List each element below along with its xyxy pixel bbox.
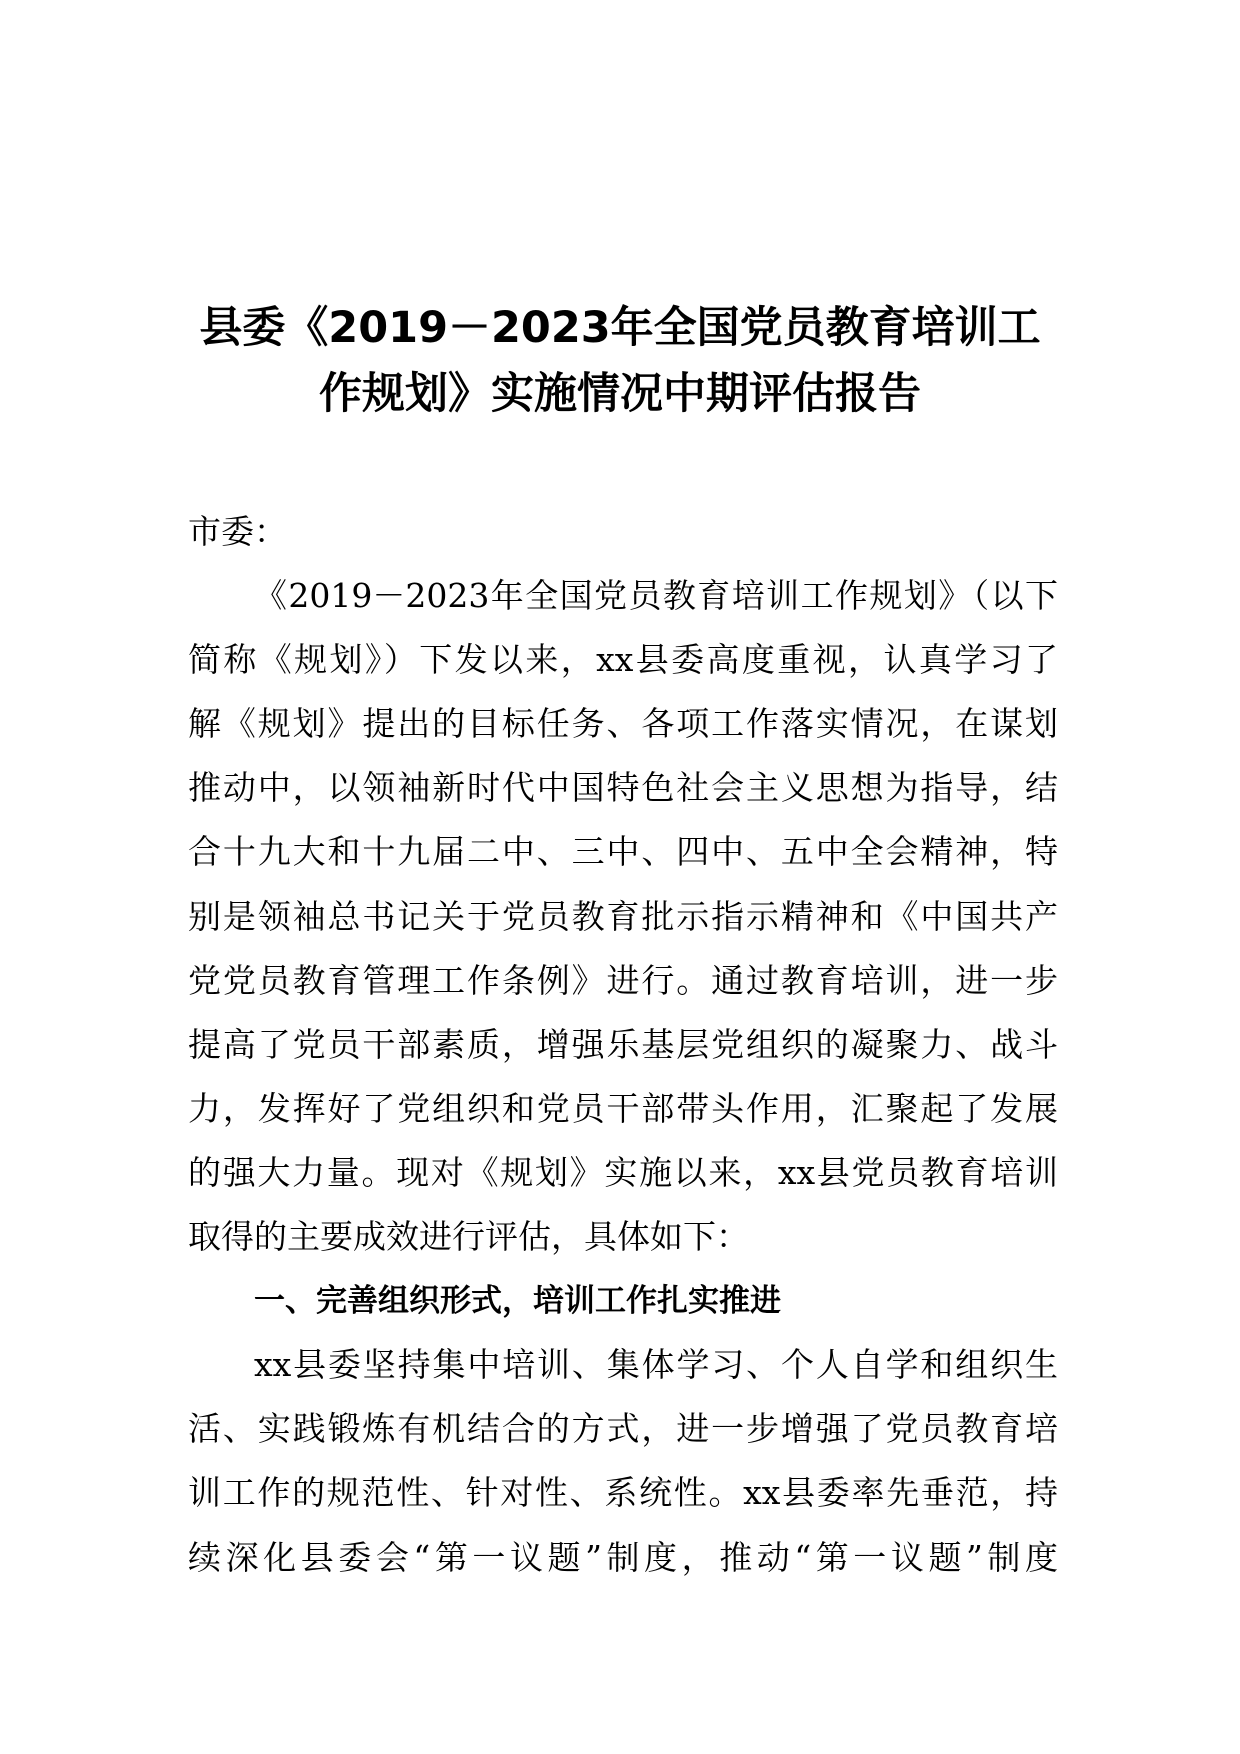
paragraph-line: 《2019－2023年全国党员教育培训工作规划》（以下 [254,576,1058,616]
document-title [175,295,1065,427]
paragraph-line: 续深化县委会“第一议题”制度，推动“第一议题”制度 [188,1537,1058,1577]
paragraph-1 [188,564,1058,1269]
section-heading: 一、完善组织形式，培训工作扎实推进 [254,1283,781,1320]
document-body [188,500,1058,1590]
paragraph-line: 力，发挥好了党组织和党员干部带头作用，汇聚起了发展 [188,1088,1058,1128]
paragraph-line: 提高了党员干部素质，增强乐基层党组织的凝聚力、战斗 [188,1024,1058,1064]
paragraph-line: 推动中，以领袖新时代中国特色社会主义思想为指导，结 [188,768,1058,808]
salutation: 市委： [188,512,287,551]
title-line-1: 县委《2019－2023年全国党员教育培训工 [199,303,1041,353]
paragraph-line: 合十九大和十九届二中、三中、四中、五中全会精神，特 [188,832,1058,872]
paragraph-line: 的强大力量。现对《规划》实施以来，xx县党员教育培训 [188,1152,1058,1192]
paragraph-line: 活、实践锻炼有机结合的方式，进一步增强了党员教育培 [188,1409,1058,1449]
paragraph-2 [188,1333,1058,1589]
paragraph-line: 党党员教育管理工作条例》进行。通过教育培训，进一步 [188,960,1058,1000]
paragraph-line: xx县委坚持集中培训、集体学习、个人自学和组织生 [254,1345,1058,1385]
paragraph-line: 解《规划》提出的目标任务、各项工作落实情况，在谋划 [188,704,1058,744]
paragraph-line: 取得的主要成效进行评估，具体如下： [188,1217,749,1257]
paragraph-line: 训工作的规范性、针对性、系统性。xx县委率先垂范，持 [188,1473,1058,1513]
title-line-2: 作规划》实施情况中期评估报告 [319,369,921,419]
paragraph-line: 别是领袖总书记关于党员教育批示指示精神和《中国共产 [188,896,1058,936]
paragraph-line: 简称《规划》）下发以来，xx县委高度重视，认真学习了 [188,640,1058,680]
